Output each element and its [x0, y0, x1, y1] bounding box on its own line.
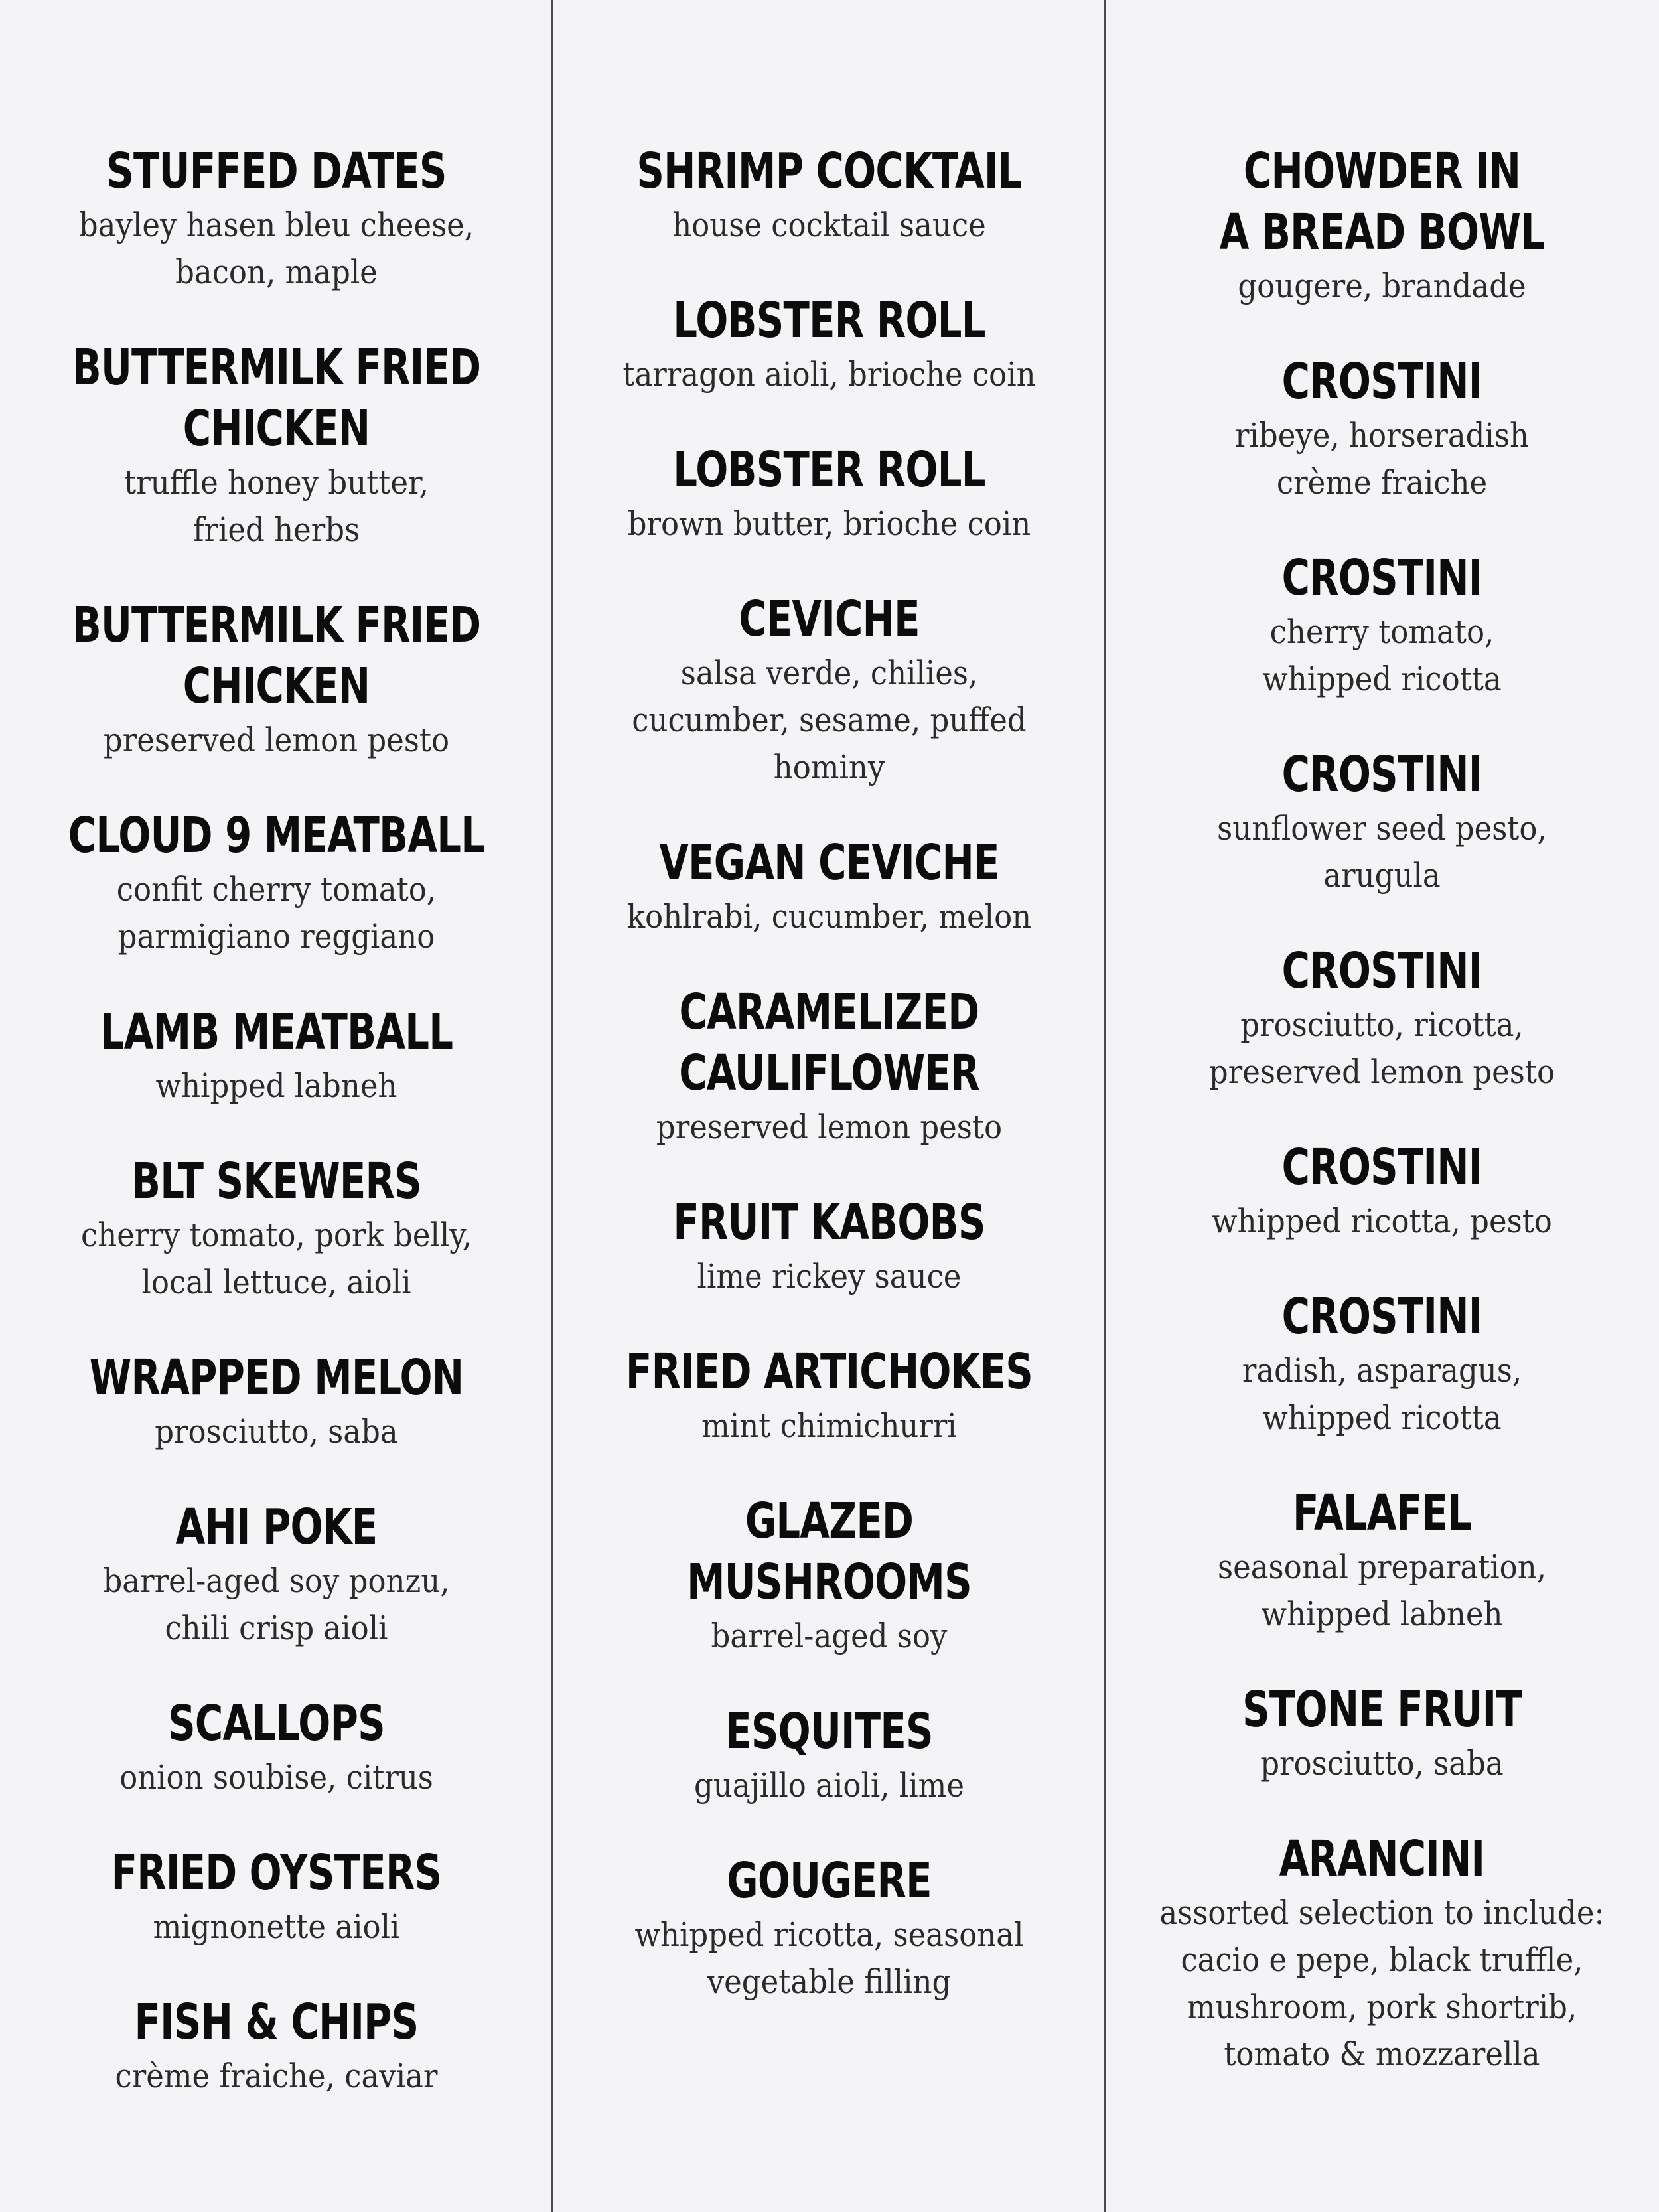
- menu-item-description: confit cherry tomato, parmigiano reggiano: [116, 870, 437, 956]
- menu-item-name: CHOWDER IN A BREAD BOWL: [1219, 143, 1545, 261]
- menu-item: [553, 832, 1106, 940]
- menu-item: [553, 1491, 1106, 1660]
- menu-item-description: preserved lemon pesto: [656, 1108, 1003, 1146]
- menu-item: [553, 982, 1106, 1151]
- menu-item: [1106, 1679, 1658, 1787]
- menu-item-description: kohlrabi, cucumber, melon: [626, 897, 1032, 936]
- menu-item: [1106, 141, 1658, 310]
- menu-item: [1106, 548, 1658, 703]
- menu-item: [1106, 940, 1658, 1096]
- menu-item-name: BUTTERMILK FRIED CHICKEN: [72, 339, 481, 457]
- menu-item: [553, 141, 1106, 249]
- menu-item: [553, 589, 1106, 791]
- menu-item-name: CARAMELIZED CAULIFLOWER: [679, 984, 979, 1102]
- menu-item: [0, 1497, 553, 1652]
- menu-item-name: FALAFEL: [1292, 1485, 1472, 1542]
- menu-item-description: mint chimichurri: [701, 1406, 957, 1445]
- menu-item: [553, 1701, 1106, 1809]
- menu-item-name: AHI POKE: [175, 1499, 378, 1556]
- menu-item: [0, 141, 553, 296]
- menu-item-name: FISH & CHIPS: [134, 1994, 419, 2051]
- menu-item: [1106, 1483, 1658, 1638]
- menu-item: [553, 439, 1106, 548]
- menu-item-description: mignonette aioli: [153, 1907, 400, 1946]
- menu-item: [0, 1693, 553, 1801]
- menu-item-description: cherry tomato, pork belly, local lettuce, aioli: [81, 1216, 472, 1301]
- menu-item-description: sunflower seed pesto, arugula: [1217, 809, 1547, 895]
- menu-item-name: CROSTINI: [1281, 942, 1482, 999]
- menu-item-name: CEVICHE: [739, 591, 920, 648]
- menu-item-description: barrel-aged soy: [711, 1617, 948, 1655]
- menu-item-name: SCALLOPS: [168, 1695, 385, 1752]
- menu-item-name: CROSTINI: [1281, 746, 1482, 803]
- menu-item: [553, 1192, 1106, 1300]
- menu-item-description: onion soubise, citrus: [119, 1758, 433, 1797]
- menu-item-description: house cocktail sauce: [672, 206, 986, 244]
- menu-item-description: seasonal preparation, whipped labneh: [1217, 1548, 1547, 1633]
- menu-item-name: FRIED ARTICHOKES: [625, 1343, 1033, 1400]
- menu-item: [0, 1992, 553, 2100]
- menu-item-description: bayley hasen bleu cheese, bacon, maple: [78, 206, 474, 291]
- menu-item-name: STUFFED DATES: [106, 143, 447, 200]
- menu-item-description: tarragon aioli, brioche coin: [622, 355, 1036, 394]
- menu-item-name: CLOUD 9 MEATBALL: [68, 807, 485, 864]
- menu-item: [0, 1842, 553, 1951]
- menu-item-description: preserved lemon pesto: [103, 721, 450, 759]
- menu-item: [1106, 351, 1658, 506]
- menu-item-name: ESQUITES: [725, 1703, 933, 1760]
- menu-item-name: CROSTINI: [1281, 550, 1482, 607]
- menu-item-description: whipped ricotta, pesto: [1212, 1202, 1552, 1240]
- menu-item-name: FRIED OYSTERS: [111, 1844, 442, 1901]
- menu-item-name: CROSTINI: [1281, 1139, 1482, 1196]
- menu-item: [553, 290, 1106, 398]
- menu-item: [1106, 744, 1658, 899]
- menu-item-name: CROSTINI: [1281, 1288, 1482, 1345]
- menu-item-description: cherry tomato, whipped ricotta: [1262, 613, 1502, 698]
- menu-item-description: whipped labneh: [155, 1067, 397, 1105]
- menu-item-description: truffle honey butter, fried herbs: [124, 463, 429, 549]
- menu-item: [553, 1850, 1106, 2006]
- menu-item-name: VEGAN CEVICHE: [659, 834, 999, 891]
- menu-item-description: assorted selection to include: cacio e pepe, black truffle, mushroom, pork shortrib, tomato & mozzarella: [1159, 1893, 1605, 2073]
- menu-item-description: guajillo aioli, lime: [694, 1766, 964, 1805]
- menu-item: [1106, 1828, 1658, 2078]
- menu-item-name: ARANCINI: [1279, 1830, 1485, 1887]
- menu-item-description: lime rickey sauce: [697, 1257, 962, 1295]
- menu-column-3: [1106, 141, 1658, 2119]
- menu-item-description: brown butter, brioche coin: [627, 504, 1031, 543]
- menu-item-description: salsa verde, chilies, cucumber, sesame, puffed hominy: [632, 654, 1027, 786]
- menu-item: [0, 1151, 553, 1306]
- menu-item: [553, 1341, 1106, 1449]
- menu-item: [0, 337, 553, 553]
- menu-item-description: whipped ricotta, seasonal vegetable filling: [634, 1915, 1024, 2001]
- menu-item-description: prosciutto, saba: [1260, 1744, 1504, 1783]
- menu-item-description: radish, asparagus, whipped ricotta: [1242, 1351, 1522, 1437]
- menu-item-name: FRUIT KABOBS: [673, 1194, 985, 1251]
- menu-item: [0, 1347, 553, 1455]
- menu-item-name: BLT SKEWERS: [131, 1153, 421, 1210]
- menu-item: [0, 595, 553, 764]
- menu-column-1: [0, 141, 553, 2141]
- menu-item-name: BUTTERMILK FRIED CHICKEN: [72, 597, 481, 715]
- menu-item-description: prosciutto, ricotta, preserved lemon pesto: [1208, 1005, 1555, 1091]
- menu-item-name: STONE FRUIT: [1242, 1681, 1522, 1738]
- menu-item-name: LAMB MEATBALL: [100, 1003, 453, 1061]
- menu-item: [0, 1001, 553, 1110]
- menu-item-name: GLAZED MUSHROOMS: [687, 1493, 972, 1611]
- menu-item: [1106, 1137, 1658, 1245]
- menu-item-name: LOBSTER ROLL: [673, 441, 985, 498]
- menu-item-description: gougere, brandade: [1238, 267, 1526, 305]
- menu-item-description: prosciutto, saba: [155, 1412, 398, 1451]
- menu-column-2: [553, 141, 1106, 2047]
- menu-item-name: LOBSTER ROLL: [673, 292, 985, 349]
- menu-item-description: crème fraiche, caviar: [115, 2057, 438, 2095]
- menu-item-description: barrel-aged soy ponzu, chili crisp aioli: [103, 1562, 450, 1647]
- menu-item-name: CROSTINI: [1281, 353, 1482, 410]
- menu-item: [1106, 1286, 1658, 1441]
- menu-item-description: ribeye, horseradish crème fraiche: [1235, 416, 1529, 502]
- menu-item-name: WRAPPED MELON: [89, 1349, 464, 1406]
- menu-item-name: GOUGERE: [727, 1852, 932, 1909]
- menu-item-name: SHRIMP COCKTAIL: [636, 143, 1022, 200]
- menu-item: [0, 805, 553, 960]
